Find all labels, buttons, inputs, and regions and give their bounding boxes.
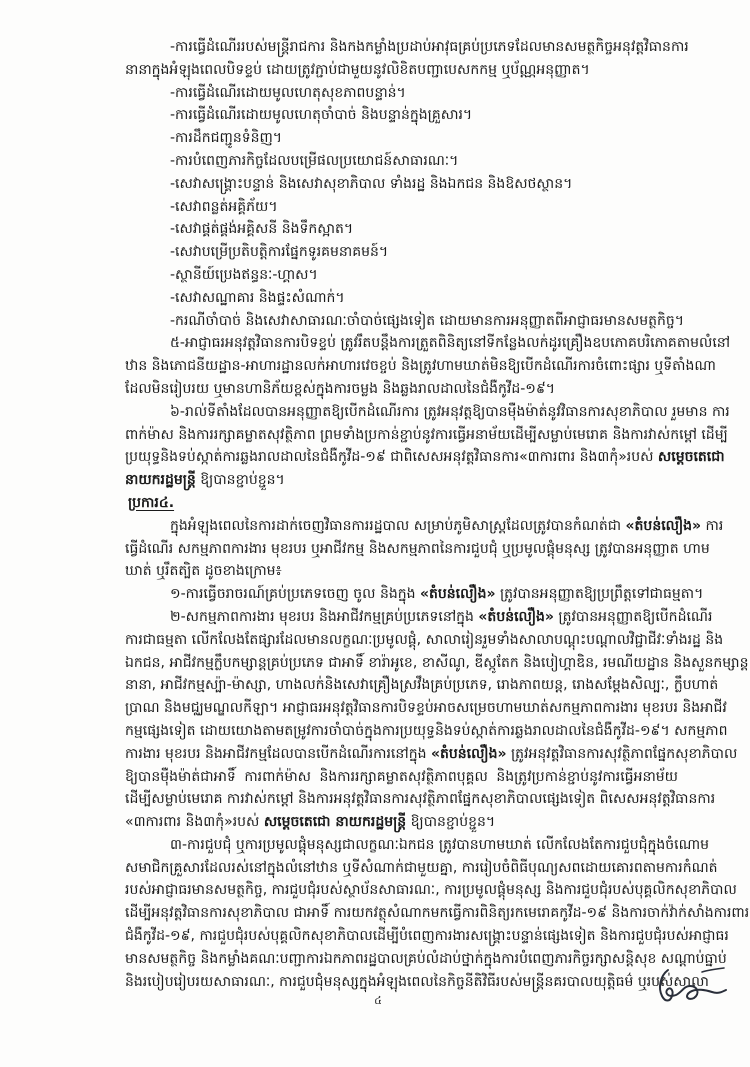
emphasis-text: «តំបន់លឿង» bbox=[419, 586, 496, 603]
paragraph-line bbox=[125, 378, 678, 401]
line-text: មានសមត្ថកិច្ច និងកម្លាំងគណៈបញ្ជាការឯកភាពរដ្ឋបាលគ្រប់លំដាប់ថ្នាក់ក្នុងការបំពេញភារកិច្ចរក្សាសន្តិសុខ សណ្តាប់ធ្នាប់ bbox=[125, 950, 727, 967]
paragraph-line bbox=[125, 515, 724, 538]
list-item bbox=[125, 36, 689, 59]
paragraph-line bbox=[125, 879, 737, 902]
handwritten-signature bbox=[650, 962, 730, 1008]
line-text: ត្រូវបានអនុញ្ញាតឱ្យប្រព្រឹត្តទៅជាធម្មតា។ bbox=[495, 586, 704, 603]
line-text: «៣ការពារ និង៣កុំ»របស់ bbox=[125, 814, 264, 831]
paragraph-line bbox=[125, 583, 704, 606]
paragraph-line bbox=[125, 446, 725, 469]
paragraph-line bbox=[125, 332, 731, 355]
paragraph-line bbox=[125, 424, 728, 447]
line-text: -ការធ្វើដំណើរដោយមូលហេតុចាំបាច់ និងបន្ទាន់ក្នុងគ្រួសារ។ bbox=[170, 107, 473, 124]
line-text: ៦-រាល់ទីតាំងដែលបានអនុញ្ញាតឱ្យបើកដំណើរការ ត្រូវអនុវត្តឱ្យបានម៉ឺងម៉ាត់នូវវិធានការសុខាភិបាល រួមមាន ការ bbox=[170, 403, 730, 420]
line-text: នានាក្នុងអំឡុងពេលបិទខ្ទប់ ដោយត្រូវភ្ជាប់ជាមួយនូវលិខិតបញ្ជាបេសកកម្ម ឬប័ណ្ណអនុញ្ញាត។ bbox=[125, 61, 590, 78]
paragraph-line bbox=[125, 697, 727, 720]
list-item bbox=[125, 310, 685, 333]
line-text: របស់អាជ្ញាធរមានសមត្ថកិច្ច, ការជួបជុំរបស់ស្ថាប័នសាធារណៈ, ការប្រមូលផ្តុំមនុស្ស និងការជួបជុំរបស់បុគ្គលិកសុខាភិបាល bbox=[125, 882, 737, 899]
line-text: ធ្វើដំណើរ សកម្មភាពការងារ មុខរបរ ឬអាជីវកម្ម និងសកម្មភាពនៃការជួបជុំ ឬប្រមូលផ្តុំមនុស្ស ត្រូវបានអនុញ្ញាត ហាម bbox=[125, 540, 710, 557]
line-text: ឃាត់ ឬរឹតត្បិត ដូចខាងក្រោម៖ bbox=[125, 563, 282, 580]
list-item bbox=[125, 241, 678, 264]
line-text: ការជាធម្មតា លើកលែងតែផ្សារដែលមានលក្ខណៈប្រមូលផ្តុំ, សាលារៀនរួមទាំងសាលាបណ្តុះបណ្តាលវិជ្ជាជីវៈទាំងរដ្ឋ និង bbox=[125, 631, 724, 648]
line-text: ក្នុងអំឡុងពេលនៃការដាក់ចេញវិធានការរដ្ឋបាល សម្រាប់ភូមិសាស្ត្រដែលត្រូវបានកំណត់ជា bbox=[170, 517, 626, 534]
list-item bbox=[125, 287, 678, 310]
line-text: -ករណីចាំបាច់ និងសេវាសាធារណៈចាំបាច់ផ្សេងទៀត ដោយមានការអនុញ្ញាតពីអាជ្ញាធរមានសមត្ថកិច្ច។ bbox=[170, 312, 685, 329]
line-text: ឋាន និងភោជនីយដ្ឋាន-អាហារដ្ឋានលក់អាហារវេចខ្ចប់ និងត្រូវហាមឃាត់មិនឱ្យបើកដំណើរការចំពោះផ្សារ ឬទីតាំងណា bbox=[125, 358, 716, 375]
paragraph-line bbox=[125, 629, 724, 652]
paragraph-line bbox=[125, 720, 728, 743]
list-item bbox=[125, 104, 678, 127]
line-text: ការងារ មុខរបរ និងអាជីវកម្មដែលបានបើកដំណើរការនៅក្នុង bbox=[125, 745, 431, 762]
paragraph-line bbox=[125, 902, 750, 925]
line-text: -សេវាសណ្ឋាគារ និងផ្ទះសំណាក់។ bbox=[170, 289, 345, 306]
list-item bbox=[125, 264, 678, 287]
list-item bbox=[125, 196, 678, 219]
line-text: ដើម្បីអនុវត្តវិធានការសុខាភិបាល ជាអាទិ៍ ការយកវត្ថុសំណាកមកធ្វើការពិនិត្យរកមេរោគកូវីដ-១៩ និងការចាក់វ៉ាក់សាំងការពារ bbox=[125, 905, 750, 922]
list-item bbox=[125, 127, 678, 150]
paragraph-line bbox=[125, 948, 727, 971]
paragraph-line bbox=[125, 834, 709, 857]
line-text: ៥-អាជ្ញាធរអនុវត្តវិធានការបិទខ្ទប់ ត្រូវរឹតបន្តឹងការត្រួតពិនិត្យនៅទីកន្លែងលក់ដូរគ្រឿងឧបភោគបរិភោគតាមលំនៅ bbox=[170, 335, 731, 352]
list-item bbox=[125, 173, 678, 196]
line-text: ២-សកម្មភាពការងារ មុខរបរ និងអាជីវកម្មគ្រប់ប្រភេទនៅក្នុង bbox=[170, 608, 479, 625]
list-item-continuation bbox=[125, 59, 678, 82]
paragraph-line bbox=[125, 811, 678, 834]
paragraph-line bbox=[125, 355, 716, 378]
line-text: ត្រូវបានអនុញ្ញាតឱ្យបើកដំណើរ bbox=[553, 608, 713, 625]
paragraph-line bbox=[125, 560, 678, 583]
list-item bbox=[125, 218, 678, 241]
line-text: -សេវាសង្គ្រោះបន្ទាន់ និងសេវាសុខាភិបាល ទាំងរដ្ឋ និងឯកជន និងឱសថស្ថាន។ bbox=[170, 175, 573, 192]
line-text: ឯកជន, អាជីវកម្មក្លឹបកម្សាន្តគ្រប់ប្រភេទ ជាអាទិ៍ ខារ៉ាអូខេ, ខាសីណូ, ឌីស្កូតែក និងបៀហ្គាឌិន, រមណីយដ្ឋាន និងសួនកម្សាន្ត bbox=[125, 654, 749, 671]
emphasis-text: នាយករដ្ឋមន្ត្រី bbox=[125, 472, 196, 489]
line-text: ឱ្យបានម៉ឺងម៉ាត់ជាអាទិ៍ ការពាក់ម៉ាស និងការរក្សាគម្លាតសុវត្ថិភាពបុគ្គល និងត្រូវប្រកាន់ខ្ជាប់នូវការធ្វើអនាម័យ bbox=[125, 768, 678, 785]
line-text: ដើម្បីសម្លាប់មេរោគ ការវាស់កម្តៅ និងការអនុវត្តវិធានការសុវត្ថិភាពផ្នែកសុខាភិបាលផ្សេងទៀត ពិសេសអនុវត្តវិធានការ bbox=[125, 791, 716, 808]
paragraph-line bbox=[125, 857, 718, 880]
line-text: និងរបៀបរៀបរយសាធារណៈ, ការជួបជុំមនុស្សក្នុងអំឡុងពេលនៃកិច្ចនីតិវិធីរបស់មន្ត្រីនគរបាលយុត្តិធម៌ ឬរបស់សាលា bbox=[125, 973, 709, 990]
heading-text: ប្រការ៤. bbox=[128, 494, 175, 511]
line-text: -ការបំពេញភារកិច្ចដែលបម្រើផលប្រយោជន៍សាធារណៈ។ bbox=[170, 152, 459, 169]
paragraph-line bbox=[125, 652, 749, 675]
line-text: ការ bbox=[701, 517, 724, 534]
line-text: -ការធ្វើដំណើរដោយមូលហេតុសុខភាពបន្ទាន់។ bbox=[170, 84, 406, 101]
article-heading bbox=[125, 492, 678, 515]
list-item bbox=[125, 82, 678, 105]
document-body bbox=[125, 36, 750, 993]
emphasis-text: សម្ដេចតេជោ នាយករដ្ឋមន្ត្រី bbox=[263, 814, 407, 831]
paragraph-line bbox=[125, 469, 678, 492]
line-text: ឱ្យបានខ្ជាប់ខ្ជួន។ bbox=[406, 814, 496, 831]
paragraph-line bbox=[125, 971, 709, 994]
paragraph-line bbox=[125, 788, 716, 811]
emphasis-text: «តំបន់លឿង» bbox=[478, 608, 554, 625]
line-text: កម្មផ្សេងទៀត ដោយយោងតាមតម្រូវការចាំបាច់ក្នុងការប្រយុទ្ធនិងទប់ស្កាត់ការឆ្លងរាលដាលនៃជំងឺកូវីដ-១៩។ សកម្មភាព bbox=[125, 722, 728, 739]
line-text: -ការធ្វើដំណើររបស់មន្ត្រីរាជការ និងកងកម្លាំងប្រដាប់អាវុធគ្រប់ប្រភេទដែលមានសមត្ថកិច្ចអនុវត្តវិធានការ bbox=[170, 39, 689, 55]
line-text: សមាជិកគ្រួសារដែលរស់នៅក្នុងលំនៅឋាន ឬទីសំណាក់ជាមួយគ្នា, ការរៀបចំពិធីបុណ្យសពដោយគោរពតាមការកំណត់ bbox=[125, 859, 718, 876]
paragraph-line bbox=[125, 925, 729, 948]
page-number: ៤ bbox=[374, 994, 382, 1007]
paragraph-line bbox=[125, 743, 738, 766]
line-text: -សេវាបម្រើប្រតិបត្តិការផ្នែកទូរគមនាគមន៍។ bbox=[170, 244, 389, 261]
line-text: ជំងឺកូវីដ-១៩, ការជួបជុំរបស់បុគ្គលិកសុខាភិបាលដើម្បីបំពេញការងារសង្គ្រោះបន្ទាន់ផ្សេងទៀត និងការជួបជុំរបស់អាជ្ញាធរ bbox=[125, 928, 729, 945]
line-text: -ស្ថានីយ៍ប្រេងឥន្ធនៈ-ហ្គាស។ bbox=[170, 266, 318, 283]
paragraph-line bbox=[125, 674, 719, 697]
paragraph-line bbox=[125, 606, 713, 629]
paragraph-line bbox=[125, 401, 730, 424]
line-text: -សេវាផ្គត់ផ្គង់អគ្គិសនី និងទឹកស្អាត។ bbox=[170, 221, 354, 238]
line-text: ប្រាណ និងមជ្ឈមណ្ឌលកីឡា។ អាជ្ញាធរអនុវត្តវិធានការបិទខ្ទប់អាចសម្រេចហាមឃាត់សកម្មភាពការងារ មុខរបរ និងអាជីវ bbox=[125, 700, 727, 717]
line-text: -សេវាពន្លត់អគ្គិភ័យ។ bbox=[170, 198, 278, 215]
line-text: ១-ការធ្វើចរាចរណ៍គ្រប់ប្រភេទចេញ ចូល និងក្នុង bbox=[170, 586, 420, 603]
line-text: -ការដឹកជញ្ជូនទំនិញ។ bbox=[170, 130, 283, 147]
emphasis-text: សម្ដេចតេជោ bbox=[657, 449, 725, 466]
line-text: ឱ្យបានខ្ជាប់ខ្ជួន។ bbox=[195, 472, 285, 489]
line-text: ត្រូវអនុវត្តវិធានការសុវត្ថិភាពផ្នែកសុខាភិបាល bbox=[506, 745, 738, 762]
line-text: ៣-ការជួបជុំ ឬការប្រមូលផ្តុំមនុស្សជាលក្ខណៈឯកជន ត្រូវបានហាមឃាត់ លើកលែងតែការជួបជុំក្នុងចំណោម bbox=[170, 836, 709, 853]
paragraph-line bbox=[125, 538, 710, 561]
line-text: ពាក់ម៉ាស និងការរក្សាគម្លាតសុវត្ថិភាព ព្រមទាំងប្រកាន់ខ្ជាប់នូវការធ្វើអនាម័យដើម្បីសម្លាប់មេរោគ និងការវាស់កម្ដៅ ដើម្បី bbox=[125, 426, 728, 443]
line-text: នានា, អាជីវកម្មស្ប៉ា-ម៉ាស្សា, ហាងលក់និងសេវាគ្រឿងស្រវឹងគ្រប់ប្រភេទ, រោងភាពយន្ត, រោងសម្តែងសិល្បៈ, ក្លឹបហាត់ bbox=[125, 677, 719, 694]
line-text: ប្រយុទ្ធនិងទប់ស្កាត់ការឆ្លងរាលដាលនៃជំងឺកូវីដ-១៩ ជាពិសេសអនុវត្តវិធានការ«៣ការពារ និង៣កុំ»របស់ bbox=[125, 449, 658, 466]
paragraph-line bbox=[125, 766, 678, 789]
emphasis-text: «តំបន់លឿង» bbox=[625, 517, 702, 534]
emphasis-text: «តំបន់លឿង» bbox=[430, 745, 507, 762]
list-item bbox=[125, 150, 678, 173]
line-text: ដែលមិនរៀបរយ ឬមានហានិភ័យខ្ពស់ក្នុងការចម្លង និងឆ្លងរាលដាលនៃជំងឺកូវីដ-១៩។ bbox=[125, 380, 555, 397]
